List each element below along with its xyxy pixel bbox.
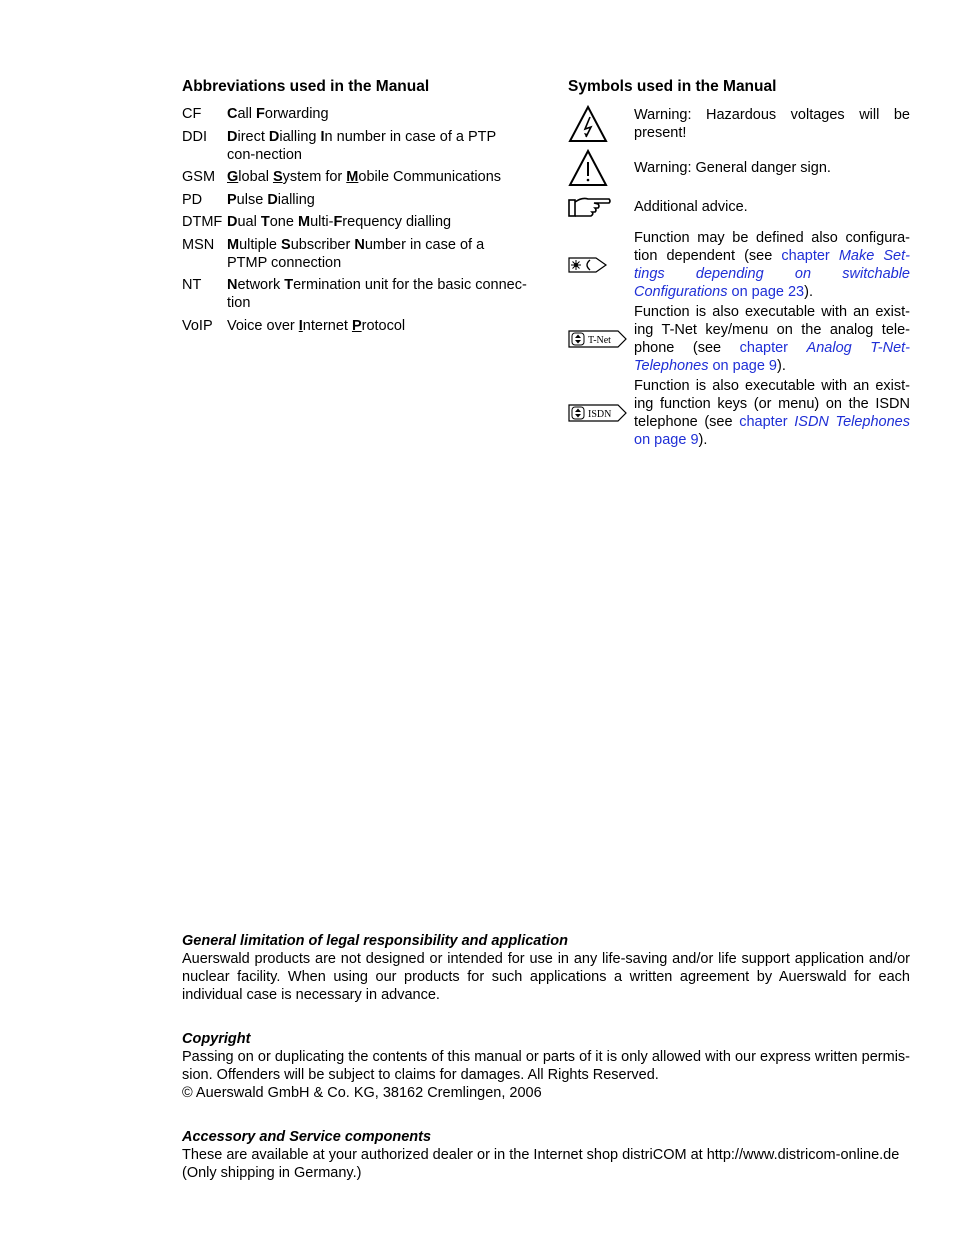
abbreviation-row xyxy=(182,128,527,164)
text-fragment: Voice over xyxy=(227,317,299,334)
abbreviation-row xyxy=(182,236,527,272)
abbreviation-row xyxy=(182,317,527,335)
cross-reference-link[interactable]: Make Set-tings depending on switchable Configurations xyxy=(634,248,910,300)
text-fragment: all xyxy=(237,106,257,122)
copyright-heading: Copyright xyxy=(182,1031,251,1047)
abbreviation-key: NT xyxy=(182,277,202,293)
symbol-description xyxy=(634,159,910,177)
abbreviations-heading: Abbreviations used in the Manual xyxy=(182,78,430,95)
text-fragment: rotocol xyxy=(361,317,406,334)
symbol-row xyxy=(568,303,910,375)
text-fragment: lobal xyxy=(238,169,273,185)
abbreviation-meaning xyxy=(227,168,527,186)
text-fragment: ultiple xyxy=(239,236,282,253)
text-fragment: ulti- xyxy=(310,214,334,230)
symbol-row xyxy=(568,149,910,187)
key-label: T-Net xyxy=(588,335,611,346)
abbreviation-meaning xyxy=(227,317,527,335)
t-net-key-icon xyxy=(568,329,634,349)
symbol-description xyxy=(634,198,910,216)
abbreviation-row xyxy=(182,105,527,123)
text-fragment: T xyxy=(260,214,270,230)
text-fragment: N xyxy=(354,236,365,253)
accessory-note: (Only shipping in Germany.) xyxy=(182,1165,362,1181)
text-fragment: I xyxy=(320,128,325,145)
pointing-hand-icon xyxy=(568,195,634,219)
copyright-text xyxy=(182,1048,910,1102)
text-fragment: D xyxy=(227,214,238,230)
text-fragment: D xyxy=(227,128,238,145)
limitation-text: Auerswald products are not designed or intended for use in any life-saving and/or life support application and/or nuclear facility. When using our products for such applications a written agreement by Auerswald for each individual case is necessary in advance. xyxy=(182,951,910,1003)
accessory-body: These are available at your authorized dealer or in the Internet shop distriCOM at http://www.districom-online.de xyxy=(182,1147,900,1163)
key-label: ISDN xyxy=(588,409,612,420)
text-fragment: ubscriber xyxy=(290,236,355,253)
isdn-key-icon xyxy=(568,403,634,423)
abbreviation-key: DTMF xyxy=(182,214,223,230)
abbreviation-meaning xyxy=(227,276,527,312)
text-fragment: nternet xyxy=(302,317,352,334)
text-fragment: requency dialling xyxy=(342,214,452,230)
text-fragment: ialling xyxy=(279,128,321,145)
text-fragment: T xyxy=(284,277,294,293)
copyright-line: © Auerswald GmbH & Co. KG, 38162 Cremlingen, 2006 xyxy=(182,1085,542,1101)
symbol-row xyxy=(568,195,910,219)
symbols-section xyxy=(568,78,910,449)
abbreviation-key: GSM xyxy=(182,169,216,185)
abbreviation-row xyxy=(182,168,527,186)
text-fragment: one xyxy=(269,214,298,230)
general-danger-icon xyxy=(568,149,634,187)
text-fragment: D xyxy=(268,128,280,145)
text-fragment: irect xyxy=(237,128,269,145)
copyright-body: Passing on or duplicating the contents of this manual or parts of it is only allowed with our express written permis-sion. Offenders will be subject to claims for damages. All Rights Reserved. xyxy=(182,1049,910,1083)
text-fragment: S xyxy=(272,169,283,185)
text-fragment: F xyxy=(256,106,265,122)
accessory-text xyxy=(182,1146,910,1182)
text-fragment: ). xyxy=(698,432,708,448)
abbreviation-row xyxy=(182,213,527,231)
abbreviation-meaning xyxy=(227,191,527,209)
text-fragment: orwarding xyxy=(264,106,329,122)
cross-reference-link[interactable]: ISDN Telephones xyxy=(794,414,910,430)
text-fragment: Function is also executable with an exist-ing T-Net key/menu on the analog tele-phone (see xyxy=(634,304,910,356)
abbreviation-key: MSN xyxy=(182,236,215,253)
abbreviation-row xyxy=(182,276,527,312)
limitation-heading: General limitation of legal responsibility and application xyxy=(182,933,568,949)
cross-reference-link[interactable]: chapter xyxy=(781,248,839,264)
text-fragment: ulse xyxy=(236,191,268,208)
symbol-row xyxy=(568,105,910,143)
symbol-description xyxy=(634,106,910,142)
text-fragment: N xyxy=(227,277,238,293)
high-voltage-warning-icon xyxy=(568,105,634,143)
text-fragment: C xyxy=(227,106,238,122)
text-fragment: Additional advice. xyxy=(634,199,748,215)
abbreviation-meaning xyxy=(227,213,527,231)
symbol-row xyxy=(568,377,910,449)
text-fragment: G xyxy=(227,169,239,185)
text-fragment: D xyxy=(267,191,278,208)
text-fragment: S xyxy=(281,236,291,253)
text-fragment: Warning: Hazardous voltages will be present! xyxy=(634,107,910,141)
text-fragment: ystem for xyxy=(282,169,347,185)
abbreviations-list xyxy=(182,105,527,335)
symbol-description xyxy=(634,303,910,375)
abbreviation-key: VoIP xyxy=(182,317,213,334)
abbreviation-meaning xyxy=(227,128,527,164)
abbreviation-meaning xyxy=(227,105,527,123)
text-fragment: etwork xyxy=(237,277,285,293)
text-fragment: umber in case of a PTMP connection xyxy=(227,236,485,271)
abbreviation-key: CF xyxy=(182,106,202,122)
abbreviation-key: PD xyxy=(182,191,203,208)
text-fragment: ialling xyxy=(277,191,315,208)
text-fragment: Warning: General danger sign. xyxy=(634,160,831,176)
abbreviations-section xyxy=(182,78,527,339)
text-fragment: ermination unit for the basic connec-tion xyxy=(227,277,527,311)
text-fragment: ). xyxy=(777,358,786,374)
symbol-row xyxy=(568,229,910,301)
cross-reference-link[interactable]: on page 9 xyxy=(708,358,777,374)
configuration-sun-moon-icon xyxy=(568,255,634,275)
symbol-description xyxy=(634,377,910,449)
cross-reference-link[interactable]: chapter xyxy=(739,340,807,356)
text-fragment: P xyxy=(351,317,362,334)
text-fragment: n number in case of a PTP con-nection xyxy=(227,128,496,163)
text-fragment: obile Communications xyxy=(358,169,502,185)
text-fragment: I xyxy=(298,317,303,334)
abbreviation-key: DDI xyxy=(182,128,207,145)
symbols-heading: Symbols used in the Manual xyxy=(568,78,777,95)
abbreviation-row xyxy=(182,191,527,209)
abbreviation-meaning xyxy=(227,236,527,272)
cross-reference-link[interactable]: chapter xyxy=(739,414,795,430)
text-fragment: M xyxy=(297,214,311,230)
text-fragment: P xyxy=(227,191,237,208)
text-fragment: M xyxy=(346,169,359,185)
cross-reference-link[interactable]: on page 23 xyxy=(727,284,805,300)
legal-section xyxy=(182,932,910,1182)
cross-reference-link[interactable]: on page 9 xyxy=(634,432,699,448)
text-fragment: Function may be defined also configura-tion dependent (see xyxy=(634,230,910,264)
symbols-list xyxy=(568,105,910,449)
text-fragment: ). xyxy=(804,284,813,300)
accessory-heading: Accessory and Service components xyxy=(182,1129,432,1145)
cross-reference-link[interactable]: Analog T-Net-Telephones xyxy=(634,340,910,374)
text-fragment: F xyxy=(333,214,343,230)
symbol-description xyxy=(634,229,910,301)
text-fragment: M xyxy=(227,236,240,253)
text-fragment: ual xyxy=(237,214,261,230)
text-fragment: Function is also executable with an exist-ing function keys (or menu) on the ISDN telephone (see xyxy=(634,378,910,430)
